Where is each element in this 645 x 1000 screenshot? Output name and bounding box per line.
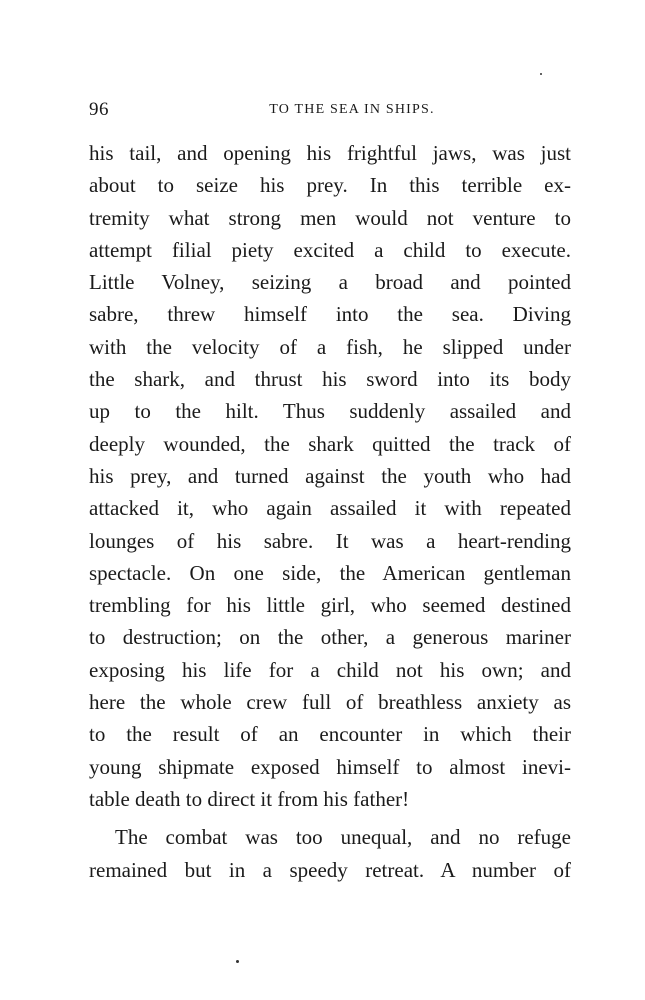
text-line: tremity what strong men would not venture to xyxy=(89,205,571,230)
text-line: the shark, and thrust his sword into its body xyxy=(89,367,571,392)
text-line: Little Volney, seizing a broad and pointed xyxy=(89,270,571,295)
text-line: here the whole crew full of breathless anxiety as xyxy=(89,690,571,715)
text-line: to destruction; on the other, a generous mariner xyxy=(89,625,571,650)
running-title: TO THE SEA IN SHIPS. xyxy=(269,102,435,117)
text-line: to the result of an encounter in which their xyxy=(89,722,571,747)
body-text xyxy=(89,137,571,886)
text-line: exposing his life for a child not his own; and xyxy=(89,657,571,682)
paragraph xyxy=(89,137,571,815)
paper-speck xyxy=(236,960,239,963)
text-line: trembling for his little girl, who seemed destined xyxy=(89,593,571,618)
text-line: spectacle. On one side, the American gentleman xyxy=(89,560,571,585)
text-line: remained but in a speedy retreat. A number of xyxy=(89,857,571,882)
text-line: The combat was too unequal, and no refuge xyxy=(115,825,571,850)
text-line: his prey, and turned against the youth who had xyxy=(89,463,571,488)
text-line: attempt filial piety excited a child to execute. xyxy=(89,237,571,262)
text-line: attacked it, who again assailed it with repeated xyxy=(89,496,571,521)
paper-speck xyxy=(540,73,542,75)
text-line: sabre, threw himself into the sea. Diving xyxy=(89,302,571,327)
paragraph xyxy=(89,821,571,886)
text-line: with the velocity of a fish, he slipped under xyxy=(89,334,571,359)
text-line: young shipmate exposed himself to almost inevi- xyxy=(89,754,571,779)
text-line: deeply wounded, the shark quitted the track of xyxy=(89,431,571,456)
page-number: 96 xyxy=(89,99,109,120)
text-line: lounges of his sabre. It was a heart-rending xyxy=(89,528,571,553)
text-line: table death to direct it from his father! xyxy=(89,786,410,811)
text-line: his tail, and opening his frightful jaws, was just xyxy=(89,141,571,165)
text-line: about to seize his prey. In this terrible ex- xyxy=(89,173,571,198)
text-line: up to the hilt. Thus suddenly assailed and xyxy=(89,399,571,424)
page-header xyxy=(89,99,569,123)
